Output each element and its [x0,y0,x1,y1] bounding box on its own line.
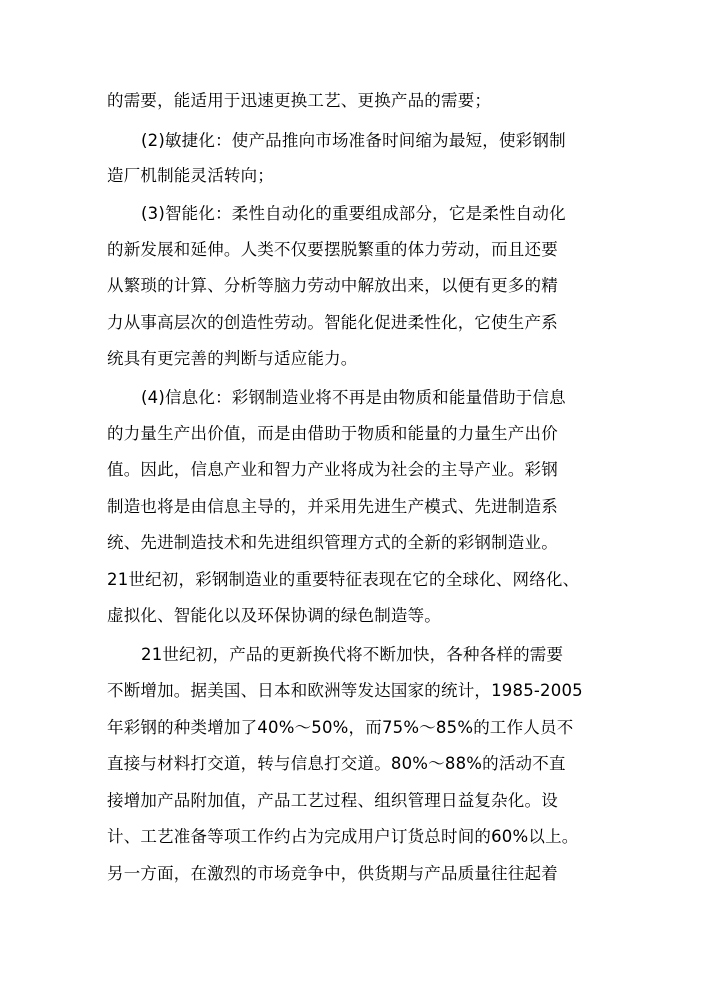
text-line: 统具有更完善的判断与适应能力。 [107,349,358,368]
text-line: 制造也将是由信息主导的，并采用先进生产模式、先进制造系 [107,497,558,516]
text-line: 的需要，能适用于迅速更换工艺、更换产品的需要； [107,91,492,110]
text-line-item-2: (2)敏捷化：使产品推向市场准备时间缩为最短，使彩钢制 [141,131,566,150]
text-line: 的力量生产出价值，而是由借助于物质和能量的力量生产出价 [107,424,558,443]
paragraph-start: 21世纪初，产品的更新换代将不断加快，各种各样的需要 [141,645,564,664]
text-line: 值。因此，信息产业和智力产业将成为社会的主导产业。彩钢 [107,460,558,479]
text-line: 虚拟化、智能化以及环保协调的绿色制造等。 [107,606,441,625]
text-line: 直接与材料打交道，转与信息打交道。80%～88%的活动不直 [107,754,566,773]
text-line: 年彩钢的种类增加了40%～50%，而75%～85%的工作人员不 [107,718,574,737]
text-line: 统、先进制造技术和先进组织管理方式的全新的彩钢制造业。 [107,533,558,552]
text-line: 21世纪初，彩钢制造业的重要特征表现在它的全球化、网络化、 [107,570,580,589]
text-line: 造厂机制能灵活转向； [107,166,274,185]
text-line: 力从事高层次的创造性劳动。智能化促进柔性化，它使生产系 [107,313,558,332]
text-line: 另一方面，在激烈的市场竞争中，供货期与产品质量往往起着 [107,864,558,883]
text-line-item-3: (3)智能化：柔性自动化的重要组成部分，它是柔性自动化 [141,204,566,223]
text-line: 接增加产品附加值，产品工艺过程、组织管理日益复杂化。设 [107,791,558,810]
text-line: 从繁琐的计算、分析等脑力劳动中解放出来，以便有更多的精 [107,276,558,295]
text-line: 的新发展和延伸。人类不仅要摆脱繁重的体力劳动，而且还要 [107,240,558,259]
text-line: 计、工艺准备等项工作约占为完成用户订货总时间的60%以上。 [107,827,579,846]
text-line-item-4: (4)信息化：彩钢制造业将不再是由物质和能量借助于信息 [141,388,566,407]
text-line: 不断增加。据美国、日本和欧洲等发达国家的统计，1985-2005 [107,681,583,700]
